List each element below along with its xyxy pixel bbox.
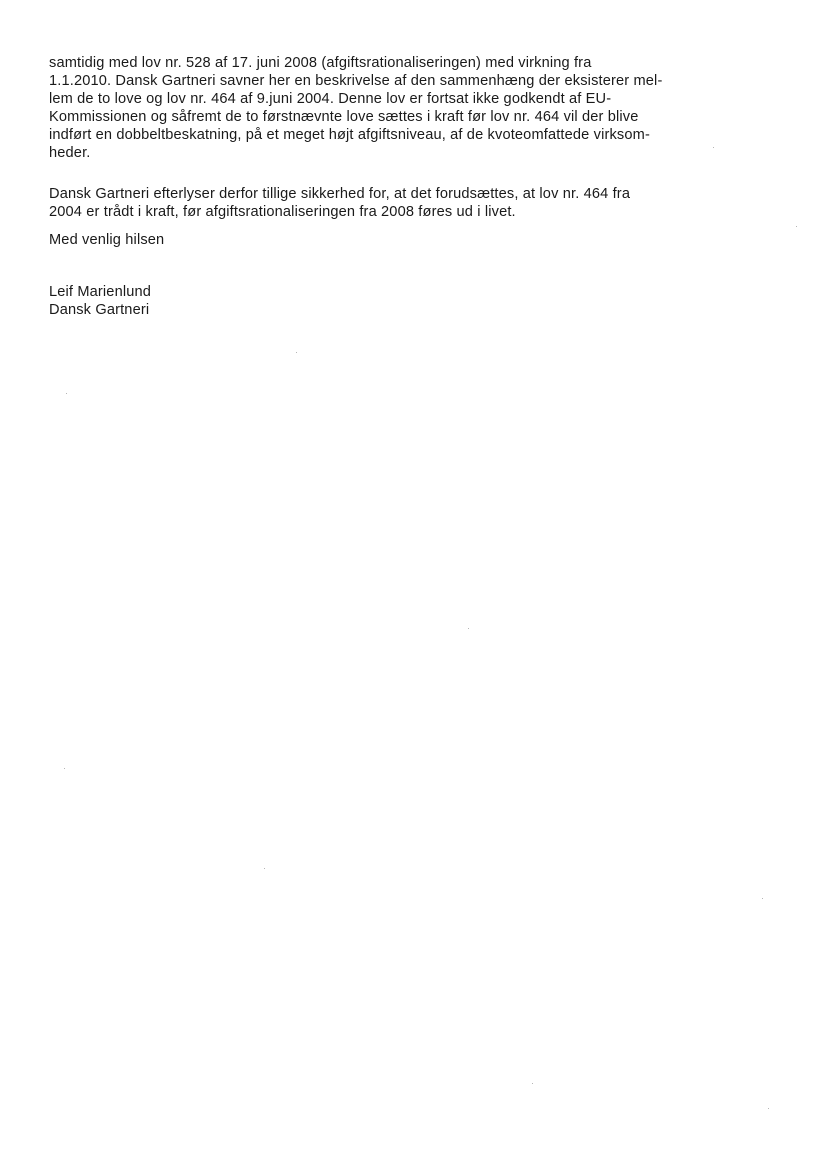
scan-speck — [762, 898, 763, 899]
scan-speck — [64, 768, 65, 769]
closing-salutation — [49, 231, 779, 249]
body-paragraph-1 — [49, 54, 779, 162]
paragraph-line: 1.1.2010. Dansk Gartneri savner her en beskrivelse af den sammenhæng der eksisterer mel- — [49, 73, 663, 89]
scan-speck — [768, 1108, 769, 1109]
scan-speck — [468, 628, 469, 629]
paragraph-line: indført en dobbeltbeskatning, på et meget højt afgiftsniveau, af de kvoteomfattede virksom- — [49, 127, 650, 143]
paragraph-line: lem de to love og lov nr. 464 af 9.juni 2004. Denne lov er fortsat ikke godkendt af EU- — [49, 91, 612, 107]
paragraph-line: Kommissionen og såfremt de to førstnævnte love sættes i kraft før lov nr. 464 vil der blive — [49, 109, 639, 125]
closing-text: Med venlig hilsen — [49, 232, 165, 248]
signature-block — [49, 283, 779, 319]
scan-speck — [796, 226, 797, 227]
scan-speck — [66, 393, 67, 394]
paragraph-line: samtidig med lov nr. 528 af 17. juni 2008 (afgiftsrationaliseringen) med virkning fra — [49, 55, 592, 71]
paragraph-line: Dansk Gartneri efterlyser derfor tillige sikkerhed for, at det forudsættes, at lov nr. 464 fra — [49, 186, 631, 202]
scan-speck — [264, 868, 265, 869]
scan-speck — [532, 1083, 533, 1084]
scan-speck — [296, 352, 297, 353]
body-paragraph-2 — [49, 185, 779, 221]
signer-name: Leif Marienlund — [49, 284, 152, 300]
paragraph-line: 2004 er trådt i kraft, før afgiftsrationaliseringen fra 2008 føres ud i livet. — [49, 204, 516, 220]
scan-speck — [713, 147, 714, 148]
paragraph-line: heder. — [49, 145, 91, 161]
signer-organization: Dansk Gartneri — [49, 302, 150, 318]
